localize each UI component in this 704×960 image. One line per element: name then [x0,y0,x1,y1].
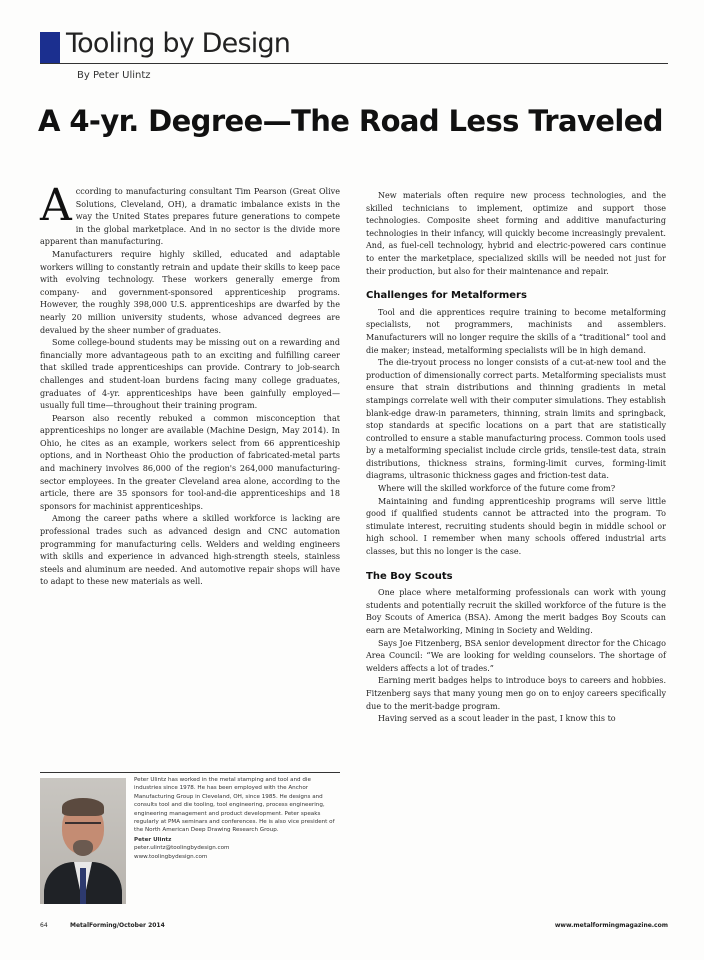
paragraph: Some college-bound students may be missing out on a rewarding and financially more advantageous path to an exciting and fulfilling career that skilled trade apprenticeships can provide. Contrary to job-search challenges and student-loan burdens facing many college graduates, graduates of 4-yr. apprenticeships have been gainfully employed—usually full time—throughout their training program. [40,338,340,411]
page-number: 64 [40,922,48,929]
bio-paragraph: Peter Ulintz has worked in the metal stamping and tool and die industries since 1978. He has been employed with the Anchor Manufacturing Group in Cleveland, OH, since 1985. He designs and consults tool and die tooling, tool engineering, process engineering, engineering management and product development. Peter speaks regularly at PMA seminars and conferences. He is also vice president of the North American Deep Drawing Research Group. [134,777,335,834]
paragraph: Earning merit badges helps to introduce boys to careers and hobbies. Fitzenberg says that many young men go on to enjoy careers specifically due to the merit-badge program. [366,676,666,711]
drop-cap: A [40,180,72,231]
paragraph: Manufacturers require highly skilled, educated and adaptable workers willing to constantly retrain and update their skills to keep pace with evolving technology. These workers generally emerge from company- and government-sponsored apprenticeship programs. However, the roughly 398,000 U.S. apprenticeships are dwarfed by the nearly 20 million university students, whose advanced degrees are devalued by the sheer number of graduates. [40,249,340,335]
section-heading: Challenges for Metalformers [366,290,527,302]
paragraph: The die-tryout process no longer consists of a cut-at-new tool and the production of dimensionally correct parts. Metalforming specialists must ensure that strain distributions and thinning gradients in metal stampings correlate well with their computer simulations. They establish blank-edge draw-in parameters, thinning, strain limits and springback, stop standards at specific locations on a part that are statistically controlled to ensure a stable manufacturing process. Common tools used by a metalforming specialist include circle grids, tensile-test data, strain distributions, thickness strains, forming-limit curves, forming-limit diagrams, ultrasonic thickness gages and friction-test data. [366,358,666,481]
magazine-website-link[interactable]: www.metalformingmagazine.com [554,922,668,929]
paragraph: Maintaining and funding apprenticeship programs will serve little good if qualified students cannot be attracted into the program. To stimulate interest, recruiting students should begin in middle school or high school. I remember when many schools offered industrial arts classes, but this no longer is the case. [366,496,666,557]
bio-rule [40,772,340,773]
author-photo [40,778,126,904]
paragraph: Pearson also recently rebuked a common misconception that apprenticeships no longer are available (Machine Design, May 2014). In Ohio, he cites as an example, workers select from 66 apprenticeship options, and in Northeast Ohio the production of fabricated-metal parts and machinery involves 86,000 of the region's 264,000 manufacturing-sector employees. In the greater Cleveland area alone, according to the article, there are 35 sponsors for tool-and-die apprenticeships and 18 sponsors for machinist apprenticeships. [40,413,340,511]
paragraph: ccording to manufacturing consultant Tim Pearson (Great Olive Solutions, Cleveland, OH), a dramatic imbalance exists in the way the United States prepares future generations to compete in the global marketplace. And in no sector is the divide more apparent than manufacturing. [40,187,340,247]
paragraph: Where will the skilled workforce of the future come from? [378,484,616,494]
author-bio-text [134,776,340,861]
author-name: Peter Ulintz [134,836,172,843]
department-accent-bar [40,32,60,64]
paragraph: Among the career paths where a skilled workforce is lacking are professional trades such as advanced design and CNC automation programming for manufacturing cells. Welders and welding engineers with skills and experience in advanced high-strength steels, stainless steels and aluminum are needed. And automotive repair shops will have to adapt to these new materials as well. [40,514,340,587]
paragraph: Having served as a scout leader in the past, I know this to [378,714,616,724]
article-headline: A 4-yr. Degree—The Road Less Traveled [38,104,663,138]
section-heading: The Boy Scouts [366,570,453,582]
byline: By Peter Ulintz [77,70,151,81]
author-website-link[interactable]: www.toolingbydesign.com [134,853,208,860]
department-rule [40,63,668,64]
department-title: Tooling by Design [66,28,291,59]
author-email-link[interactable]: peter.ulintz@toolingbydesign.com [134,845,230,852]
paragraph: New materials often require new process technologies, and the skilled technicians to implement, optimize and support those technologies. Composite sheet forming and additive manufacturing technologies in their infancy, will quickly become increasingly prevalent. And, as fuel-cell technology, hybrid and electric-powered cars continue to enter the marketplace, specialized skills will be needed not just for their production, but also for their maintenance and repair. [366,191,666,276]
paragraph: One place where metalforming professionals can work with young students and potentially recruit the skilled workforce of the future is the Boy Scouts of America (BSA). Among the merit badges Boy Scouts can earn are Metalworking, Mining in Society and Welding. [366,588,666,635]
paragraph: Says Joe Fitzenberg, BSA senior development director for the Chicago Area Council: “We are looking for welding counselors. The shortage of welders affects a lot of trades.” [366,638,666,673]
right-column [366,190,666,726]
paragraph: Tool and die apprentices require training to become metalforming specialists, not programmers, machinists and assemblers. Manufacturers will no longer require the skills of a “traditional” tool and die maker; instead, metalforming specialists will be in high demand. [366,307,666,355]
author-bio-box [40,764,340,906]
left-column [40,180,340,589]
publication-issue: MetalForming/October 2014 [70,922,165,929]
